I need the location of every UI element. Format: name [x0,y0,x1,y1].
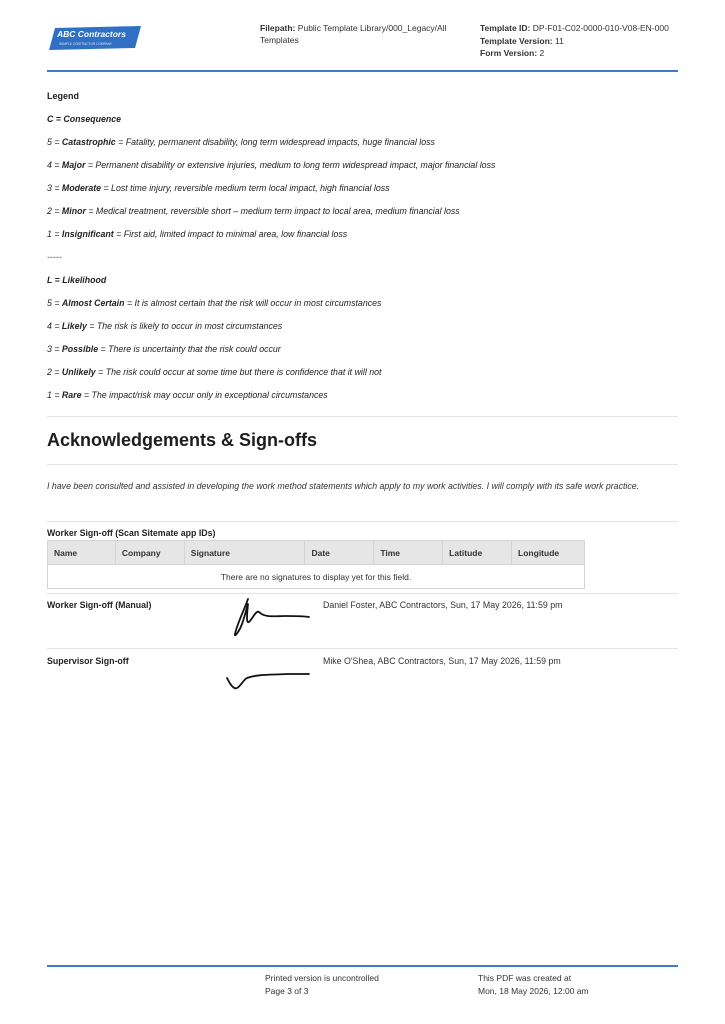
signatures-table [47,540,585,589]
svg-text:SAMPLE CONTRACTOR COMPANY: SAMPLE CONTRACTOR COMPANY [59,42,113,46]
legend-item: 4 = Likely = The risk is likely to occur in most circumstances [47,321,283,331]
supervisor-signoff-text: Mike O'Shea, ABC Contractors, Sun, 17 May 2026, 11:59 pm [323,656,561,666]
column-header: Signature [184,541,305,565]
worker-signoff-scan-label: Worker Sign-off (Scan Sitemate app IDs) [47,528,216,538]
created-timestamp: Mon, 18 May 2026, 12:00 am [478,986,589,996]
legend-item: 2 = Minor = Medical treatment, reversible short – medium term impact to local area, medium financial loss [47,206,460,216]
column-header: Name [48,541,116,565]
legend-item: 3 = Moderate = Lost time injury, reversible medium term local impact, high financial loss [47,183,390,193]
template-version-label: Template Version: [480,35,553,46]
acknowledgement-text: I have been consulted and assisted in developing the work method statements which apply to my work activities. I will comply with its safe work practice. [47,481,640,491]
legend-title: Legend [47,91,80,101]
page-header [47,0,678,72]
uncontrolled-notice: Printed version is uncontrolled [265,973,379,983]
table-header-row [48,541,585,565]
worker-signoff-manual-text: Daniel Foster, ABC Contractors, Sun, 17 May 2026, 11:59 pm [323,600,563,610]
template-id-label: Template ID: [480,23,531,33]
legend-item: 3 = Possible = There is uncertainty that the risk could occur [47,344,281,354]
divider [47,464,678,465]
legend-item: 5 = Almost Certain = It is almost certain that the risk will occur in most circumstances [47,298,382,308]
empty-table-message: There are no signatures to display yet for this field. [48,565,585,589]
company-logo [49,26,141,50]
filepath-block [260,22,460,46]
footer-page-info [265,972,379,998]
legend-separator: ----- [47,252,62,262]
template-id-value: DP-F01-C02-0000-010-V08-EN-000 [532,23,669,33]
divider [47,593,678,594]
supervisor-signature-image [223,656,323,701]
worker-signature-image [223,596,323,641]
filepath-value: Public Template Library/000_Legacy/All Templates [260,23,447,45]
filepath-label: Filepath: [260,23,296,33]
section-title: Acknowledgements & Sign-offs [47,430,318,450]
divider [47,648,678,649]
divider [47,416,678,417]
divider [47,521,678,522]
legend-item: 5 = Catastrophic = Fatality, permanent disability, long term widespread impacts, huge financial loss [47,137,435,147]
legend-item: 2 = Unlikely = The risk could occur at some time but there is confidence that it will not [47,367,382,377]
consequence-heading: C = Consequence [47,114,122,124]
supervisor-signoff-label: Supervisor Sign-off [47,656,129,666]
column-header: Company [115,541,184,565]
page-number: Page 3 of 3 [265,986,309,996]
risk-legend [47,91,678,413]
likelihood-heading: L = Likelihood [47,275,107,285]
created-label: This PDF was created at [478,973,572,983]
form-version-label: Form Version: [480,48,538,58]
legend-item: 1 = Insignificant = First aid, limited impact to minimal area, low financial loss [47,229,348,239]
footer-created-info [478,972,589,998]
worker-signoff-manual-label: Worker Sign-off (Manual) [47,600,152,610]
form-version-value: 2 [539,48,545,58]
column-header: Time [374,541,443,565]
footer-divider [47,965,678,967]
column-header: Date [305,541,374,565]
table-row [48,565,585,589]
column-header: Latitude [443,541,512,565]
legend-item: 1 = Rare = The impact/risk may occur only in exceptional circumstances [47,390,328,400]
template-info-block [480,22,680,60]
svg-text:ABC Contractors: ABC Contractors [57,29,126,39]
column-header: Longitude [512,541,585,565]
template-version-value: 11 [554,35,564,46]
legend-item: 4 = Major = Permanent disability or extensive injuries, medium to long term widespread impact, major financial loss [47,160,496,170]
